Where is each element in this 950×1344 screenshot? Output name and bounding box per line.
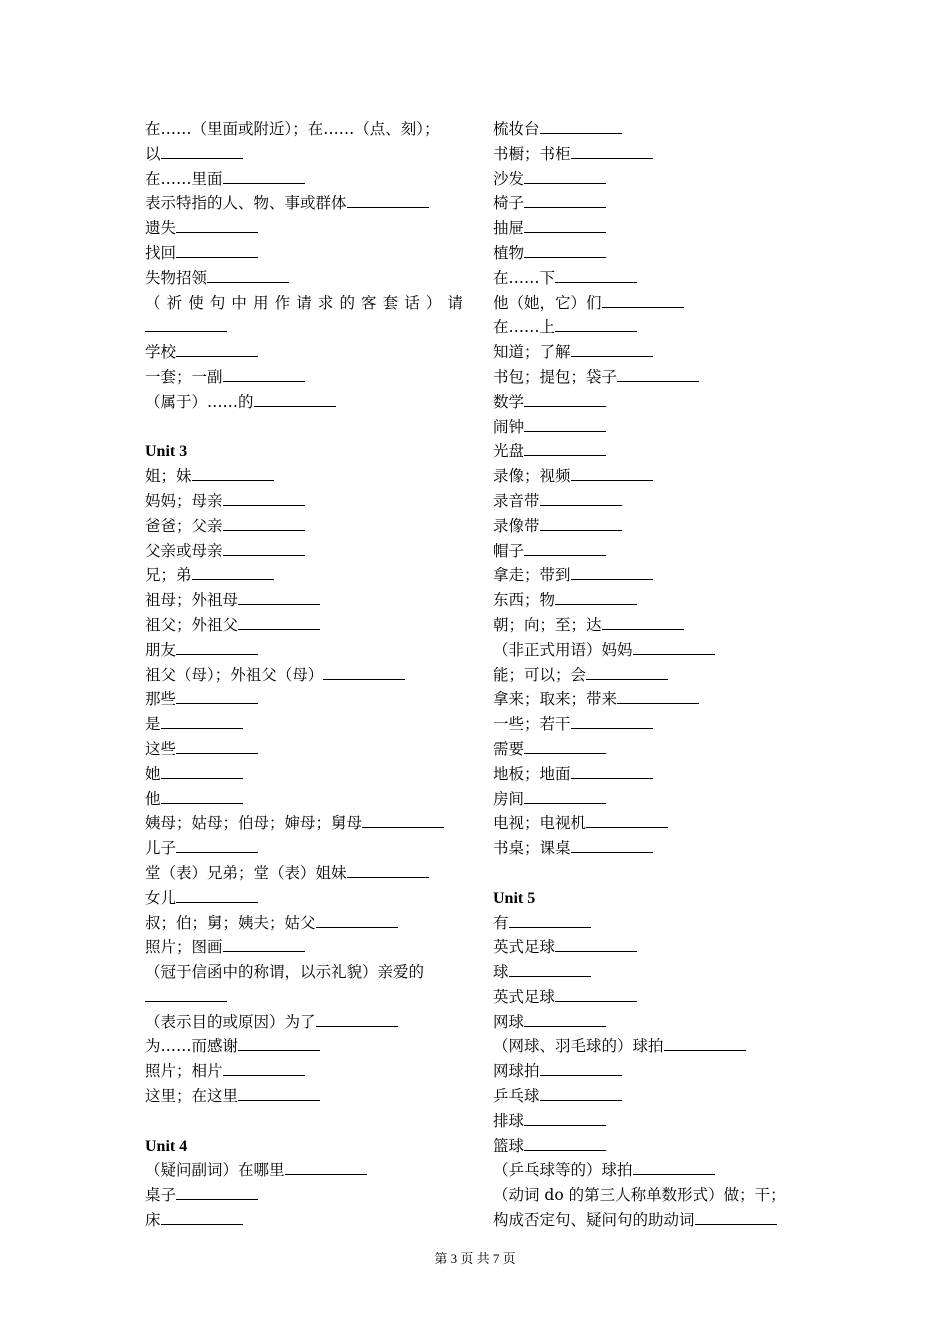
entry-text: 遗失	[145, 219, 177, 238]
answer-blank[interactable]	[161, 789, 243, 804]
vocab-entry	[145, 464, 463, 489]
entry-text: 照片；图画	[145, 938, 223, 957]
vocab-entry	[493, 216, 811, 241]
answer-blank[interactable]	[509, 962, 591, 977]
vocab-entry	[145, 1208, 463, 1233]
vocab-entry	[145, 787, 463, 812]
vocab-entry	[145, 365, 463, 390]
vocab-entry	[493, 811, 811, 836]
entry-text: 桌子	[145, 1186, 177, 1205]
vocab-entry	[145, 1034, 463, 1059]
entry-text: 球	[493, 963, 509, 982]
entry-text: （祈使句中用作请求的客套话）请	[145, 293, 463, 312]
answer-blank[interactable]	[161, 714, 243, 729]
vocab-entry	[493, 1109, 811, 1134]
entry-text: 书包；提包；袋子	[493, 367, 618, 386]
answer-blank[interactable]	[145, 987, 227, 1002]
answer-blank[interactable]	[540, 516, 622, 531]
vocab-entry	[493, 117, 811, 142]
answer-blank[interactable]	[540, 491, 622, 506]
vocab-entry	[145, 935, 463, 960]
text-line	[145, 291, 463, 316]
answer-blank[interactable]	[586, 813, 668, 828]
vocab-entry	[145, 1183, 463, 1208]
entry-text: 儿子	[145, 839, 177, 858]
vocab-entry	[145, 142, 463, 167]
answer-blank[interactable]	[176, 838, 258, 853]
entry-text: 叔；伯；舅；姨夫；姑父	[145, 913, 316, 932]
entry-text: 学校	[145, 343, 177, 362]
vocab-entry	[145, 663, 463, 688]
vocab-entry	[493, 960, 811, 985]
entry-text: 网球	[493, 1012, 525, 1031]
entry-text: 为……而感谢	[145, 1037, 239, 1056]
answer-blank[interactable]	[633, 1160, 715, 1175]
entry-text: 房间	[493, 789, 525, 808]
vocab-entry	[493, 787, 811, 812]
entry-text: 英式足球	[493, 987, 556, 1006]
entry-text: 一些；若干	[493, 715, 571, 734]
vocab-entry	[145, 1059, 463, 1084]
answer-blank[interactable]	[176, 689, 258, 704]
vocab-entry	[493, 985, 811, 1010]
vocab-entry	[493, 613, 811, 638]
vocab-entry	[493, 191, 811, 216]
answer-blank[interactable]	[509, 913, 591, 928]
entry-text: 表示特指的人、物、事或群体	[145, 194, 347, 213]
vocab-entry	[145, 861, 463, 886]
entry-text: 数学	[493, 392, 525, 411]
entry-text: （疑问副词）在哪里	[145, 1161, 285, 1180]
entry-text: 英式足球	[493, 938, 556, 957]
vocab-entry	[493, 911, 811, 936]
vocab-entry	[145, 737, 463, 762]
vocab-entry	[145, 563, 463, 588]
entry-text: 是	[145, 715, 161, 734]
answer-blank[interactable]	[161, 764, 243, 779]
text-line	[145, 1109, 463, 1134]
entry-text: 父亲或母亲	[145, 541, 223, 560]
entry-text: 闹钟	[493, 417, 525, 436]
unit-title: Unit 4	[145, 1137, 188, 1155]
entry-text: （非正式用语）妈妈	[493, 640, 633, 659]
answer-blank[interactable]	[555, 317, 637, 332]
vocab-entry	[493, 1010, 811, 1035]
vocab-entry	[493, 762, 811, 787]
vocab-entry	[145, 886, 463, 911]
answer-blank[interactable]	[540, 119, 622, 134]
answer-blank[interactable]	[555, 937, 637, 952]
vocab-entry	[493, 167, 811, 192]
entry-text: 需要	[493, 739, 525, 758]
entry-text: 那些	[145, 690, 177, 709]
vocab-entry	[493, 464, 811, 489]
entry-text: 书桌；课桌	[493, 839, 571, 858]
answer-blank[interactable]	[238, 590, 320, 605]
entry-text: 一套；一副	[145, 367, 223, 386]
vocab-entry	[145, 712, 463, 737]
vocab-entry	[145, 613, 463, 638]
entry-text: 在……下	[493, 268, 556, 287]
entry-text: 祖父（母）；外祖父（母）	[145, 665, 324, 684]
vocab-entry	[145, 1084, 463, 1109]
vocab-entry	[493, 390, 811, 415]
answer-blank[interactable]	[555, 268, 637, 283]
entry-text: 祖父；外祖父	[145, 615, 239, 634]
vocab-entry	[145, 216, 463, 241]
answer-blank[interactable]	[571, 565, 653, 580]
answer-blank[interactable]	[161, 144, 243, 159]
vocab-entry	[145, 167, 463, 192]
entry-text: 东西；物	[493, 591, 556, 610]
entry-text: 失物招领	[145, 268, 208, 287]
vocab-entry	[145, 266, 463, 291]
answer-blank[interactable]	[571, 714, 653, 729]
vocab-entry	[493, 1084, 811, 1109]
answer-blank[interactable]	[223, 169, 305, 184]
answer-blank[interactable]	[347, 863, 429, 878]
answer-blank[interactable]	[617, 689, 699, 704]
unit-title: Unit 5	[493, 889, 536, 907]
vocab-entry	[493, 514, 811, 539]
answer-blank[interactable]	[254, 392, 336, 407]
answer-blank[interactable]	[571, 466, 653, 481]
vocab-entry	[493, 241, 811, 266]
entry-text: 乒乓球	[493, 1087, 540, 1106]
vocab-entry	[145, 241, 463, 266]
vocab-entry	[145, 340, 463, 365]
vocab-entry	[145, 539, 463, 564]
entry-text: 床	[145, 1211, 161, 1230]
vocab-entry	[493, 315, 811, 340]
answer-blank[interactable]	[238, 1086, 320, 1101]
vocab-entry	[493, 935, 811, 960]
answer-blank[interactable]	[524, 441, 606, 456]
answer-blank[interactable]	[695, 1210, 777, 1225]
vocab-entry	[145, 191, 463, 216]
page-footer: 第 3 页 共 7 页	[434, 1251, 516, 1266]
answer-blank[interactable]	[362, 813, 444, 828]
text-line	[493, 1183, 811, 1208]
vocab-entry	[493, 836, 811, 861]
answer-blank[interactable]	[571, 342, 653, 357]
answer-blank[interactable]	[176, 640, 258, 655]
entry-text: （表示目的或原因）为了	[145, 1012, 316, 1031]
vocab-entry	[493, 439, 811, 464]
entry-text: 姨母；姑母；伯母；婶母；舅母	[145, 814, 363, 833]
answer-blank[interactable]	[238, 1036, 320, 1051]
vocab-entry	[145, 588, 463, 613]
answer-blank[interactable]	[316, 1012, 398, 1027]
vocab-entry	[145, 638, 463, 663]
answer-blank[interactable]	[524, 169, 606, 184]
answer-blank[interactable]	[602, 615, 684, 630]
entry-text: 地板；地面	[493, 764, 571, 783]
answer-blank[interactable]	[586, 665, 668, 680]
answer-blank[interactable]	[223, 937, 305, 952]
entry-text: 有	[493, 913, 509, 932]
entry-text: 这些	[145, 739, 177, 758]
vocab-entry	[145, 489, 463, 514]
answer-blank[interactable]	[316, 913, 398, 928]
vocab-entry	[493, 563, 811, 588]
answer-blank[interactable]	[145, 317, 227, 332]
vocab-entry	[145, 836, 463, 861]
entry-text: 梳妆台	[493, 120, 540, 138]
entry-text: （网球、羽毛球的）球拍	[493, 1037, 664, 1056]
unit-title: Unit 3	[145, 443, 188, 461]
answer-blank[interactable]	[238, 615, 320, 630]
entry-text: 抽屉	[493, 219, 525, 238]
answer-blank[interactable]	[540, 1086, 622, 1101]
entry-text: （属于）……的	[145, 392, 254, 411]
entry-text: 录像带	[493, 516, 540, 535]
right-column	[493, 117, 811, 1233]
answer-blank[interactable]	[555, 987, 637, 1002]
unit-heading	[493, 886, 811, 911]
entry-text: 她	[145, 764, 161, 783]
entry-text: 他（她，它）们	[493, 293, 602, 312]
text-line	[493, 861, 811, 886]
entry-text: 他	[145, 789, 161, 808]
answer-blank[interactable]	[571, 144, 653, 159]
answer-blank[interactable]	[617, 367, 699, 382]
entry-text: 堂（表）兄弟；堂（表）姐妹	[145, 863, 347, 882]
vocab-entry	[145, 1158, 463, 1183]
answer-blank[interactable]	[223, 541, 305, 556]
vocab-entry	[493, 663, 811, 688]
answer-blank[interactable]	[664, 1036, 746, 1051]
entry-text: 排球	[493, 1111, 525, 1130]
vocab-entry	[145, 762, 463, 787]
answer-blank[interactable]	[540, 1061, 622, 1076]
answer-blank[interactable]	[524, 1136, 606, 1151]
answer-blank[interactable]	[323, 665, 405, 680]
answer-blank[interactable]	[192, 565, 274, 580]
answer-blank[interactable]	[524, 739, 606, 754]
vocab-entry	[493, 365, 811, 390]
vocab-entry	[493, 737, 811, 762]
entry-text: 能；可以；会	[493, 665, 587, 684]
vocab-entry	[493, 1134, 811, 1159]
answer-blank[interactable]	[176, 1185, 258, 1200]
answer-blank[interactable]	[223, 367, 305, 382]
entry-text: 书橱；书柜	[493, 144, 571, 163]
vocab-entry	[493, 291, 811, 316]
entry-text: 植物	[493, 243, 525, 262]
entry-text: 帽子	[493, 541, 525, 560]
answer-blank[interactable]	[223, 516, 305, 531]
vocab-entry	[493, 489, 811, 514]
text-line	[145, 117, 463, 142]
entry-text: 姐；妹	[145, 467, 192, 486]
entry-text: 祖母；外祖母	[145, 591, 239, 610]
vocab-entry	[493, 712, 811, 737]
answer-blank[interactable]	[524, 218, 606, 233]
answer-blank[interactable]	[524, 243, 606, 258]
answer-blank[interactable]	[571, 838, 653, 853]
entry-text: 网球拍	[493, 1062, 540, 1081]
answer-blank[interactable]	[176, 342, 258, 357]
answer-blank[interactable]	[524, 1012, 606, 1027]
answer-blank[interactable]	[524, 193, 606, 208]
entry-text: 女儿	[145, 888, 177, 907]
vocab-entry	[493, 588, 811, 613]
answer-blank[interactable]	[633, 640, 715, 655]
vocab-entry	[493, 1034, 811, 1059]
answer-blank[interactable]	[347, 193, 429, 208]
entry-text: 这里；在这里	[145, 1087, 239, 1106]
answer-blank[interactable]	[524, 417, 606, 432]
answer-blank[interactable]	[176, 739, 258, 754]
answer-blank[interactable]	[176, 218, 258, 233]
entry-text: 录像；视频	[493, 467, 571, 486]
entry-text: 沙发	[493, 169, 525, 188]
vocab-entry	[493, 1208, 811, 1233]
answer-blank[interactable]	[176, 243, 258, 258]
vocab-entry	[493, 638, 811, 663]
answer-blank[interactable]	[524, 541, 606, 556]
entry-text: 拿来；取来；带来	[493, 690, 618, 709]
vocab-entry	[493, 142, 811, 167]
vocab-entry	[145, 315, 463, 340]
entry-text: 在……里面	[145, 169, 223, 188]
answer-blank[interactable]	[192, 466, 274, 481]
vocab-entry	[145, 1010, 463, 1035]
answer-blank[interactable]	[223, 1061, 305, 1076]
entry-text: 兄；弟	[145, 566, 192, 585]
entry-text: 光盘	[493, 442, 525, 461]
entry-text: 以	[145, 144, 161, 163]
answer-blank[interactable]	[161, 1210, 243, 1225]
vocab-entry	[493, 266, 811, 291]
entry-text: （动词 do 的第三人称单数形式）做；干；	[493, 1186, 786, 1205]
vocab-entry	[145, 390, 463, 415]
answer-blank[interactable]	[176, 888, 258, 903]
vocab-entry	[493, 340, 811, 365]
entry-text: 篮球	[493, 1136, 525, 1155]
entry-text: 在……上	[493, 318, 556, 337]
entry-text: 录音带	[493, 491, 540, 510]
text-line	[145, 960, 463, 985]
left-column	[145, 117, 463, 1233]
entry-text: 椅子	[493, 194, 525, 213]
vocab-entry	[493, 1059, 811, 1084]
entry-text: 朝；向；至；达	[493, 615, 602, 634]
vocab-entry	[493, 687, 811, 712]
answer-blank[interactable]	[223, 491, 305, 506]
entry-text: 知道；了解	[493, 343, 571, 362]
unit-heading	[145, 1134, 463, 1159]
entry-text: （冠于信函中的称谓，以示礼貌）亲爱的	[145, 963, 425, 982]
entry-text: 妈妈；母亲	[145, 491, 223, 510]
entry-text: 电视；电视机	[493, 814, 587, 833]
vocab-entry	[145, 687, 463, 712]
text-line	[145, 415, 463, 440]
entry-text: 找回	[145, 243, 177, 262]
entry-text: 在……（里面或附近）；在……（点、刻）；	[145, 120, 440, 138]
entry-text: 朋友	[145, 640, 177, 659]
entry-text: （乒乓球等的）球拍	[493, 1161, 633, 1180]
unit-heading	[145, 439, 463, 464]
vocab-entry	[493, 539, 811, 564]
answer-blank[interactable]	[524, 789, 606, 804]
answer-blank[interactable]	[555, 590, 637, 605]
vocab-entry	[145, 985, 463, 1010]
answer-blank[interactable]	[524, 392, 606, 407]
answer-blank[interactable]	[285, 1160, 367, 1175]
answer-blank[interactable]	[571, 764, 653, 779]
entry-text: 爸爸；父亲	[145, 516, 223, 535]
answer-blank[interactable]	[207, 268, 289, 283]
entry-text: 照片；相片	[145, 1062, 223, 1081]
entry-text: 拿走；带到	[493, 566, 571, 585]
vocab-entry	[145, 911, 463, 936]
entry-text: 构成否定句、疑问句的助动词	[493, 1211, 695, 1230]
vocab-entry	[493, 1158, 811, 1183]
vocab-entry	[493, 415, 811, 440]
answer-blank[interactable]	[524, 1111, 606, 1126]
vocab-entry	[145, 811, 463, 836]
answer-blank[interactable]	[602, 293, 684, 308]
vocab-entry	[145, 514, 463, 539]
